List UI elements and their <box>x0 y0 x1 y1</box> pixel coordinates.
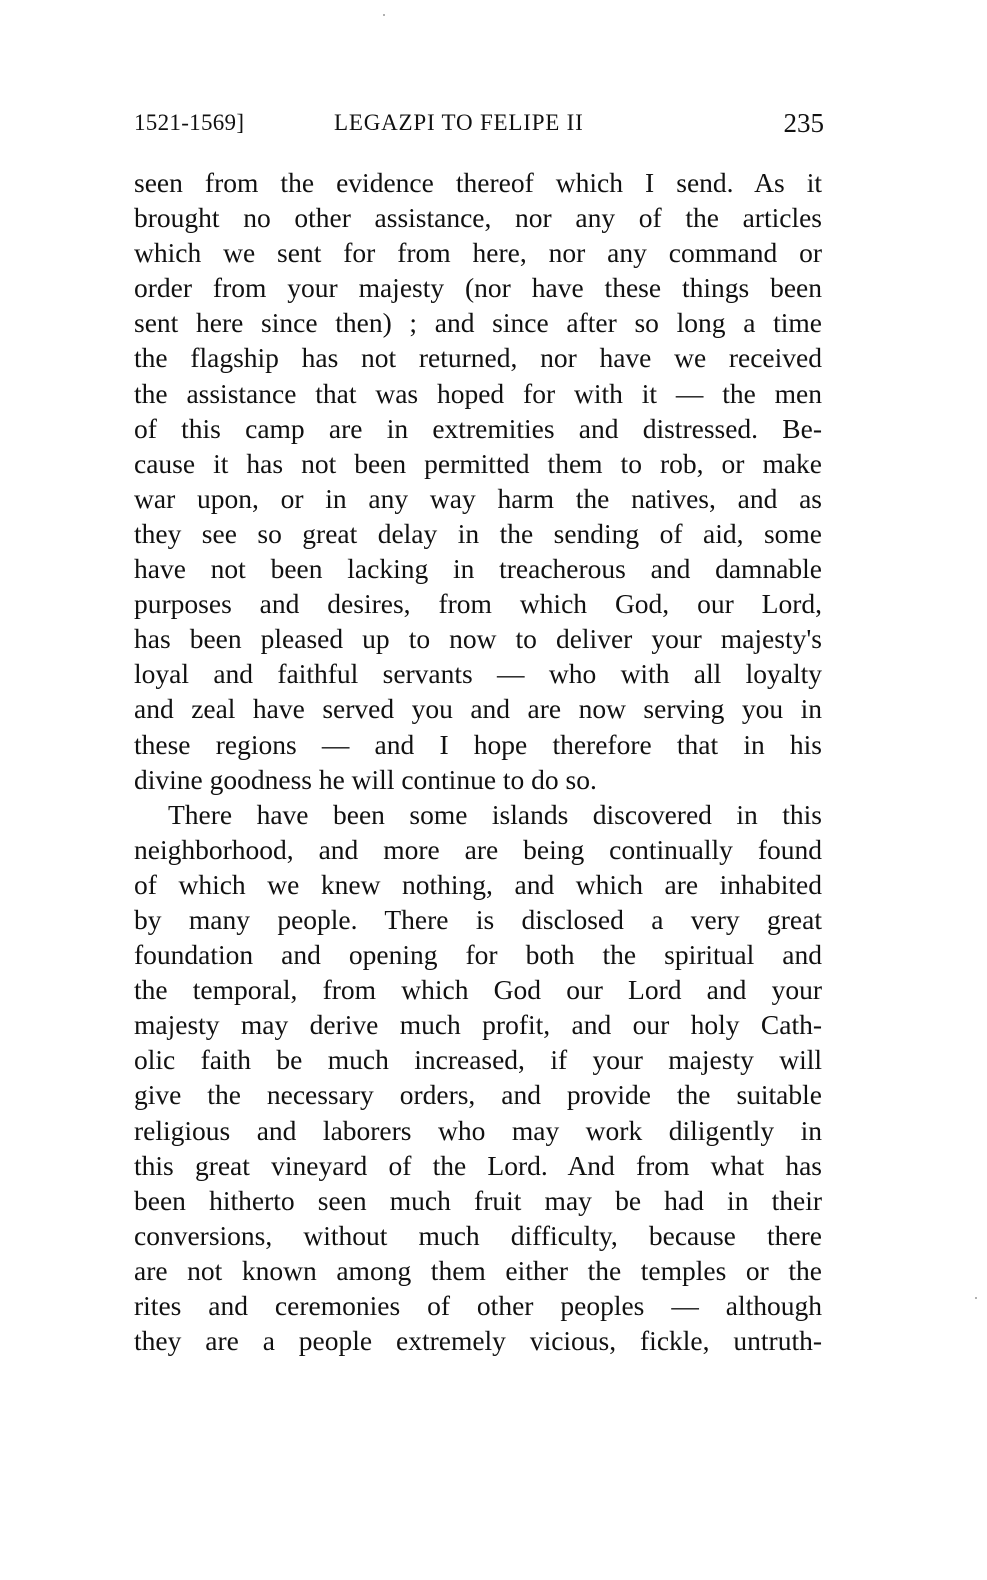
page-number: 235 <box>783 108 824 138</box>
text-line: divine goodness he will continue to do so. <box>134 763 597 795</box>
text-line: they are a people extremely vicious, fickle, untruth- <box>134 1325 822 1357</box>
scan-speck <box>383 14 385 16</box>
text-line: are not known among them either the temples or the <box>134 1254 822 1286</box>
text-line: give the necessary orders, and provide the suitable <box>134 1079 822 1111</box>
text-line: sent here since then) ; and since after so long a time <box>134 307 822 339</box>
text-line: purposes and desires, from which God, our Lord, <box>134 588 822 620</box>
running-head-date-range: 1521-1569] <box>134 110 245 135</box>
text-line: brought no other assistance, nor any of the articles <box>134 202 822 234</box>
text-line: has been pleased up to now to deliver your majesty's <box>134 623 822 655</box>
body-text <box>134 165 822 1358</box>
text-line: the assistance that was hoped for with it — the men <box>134 377 822 409</box>
paragraph-1 <box>134 165 822 797</box>
text-line: the temporal, from which God our Lord and your <box>134 974 822 1006</box>
scan-speck <box>975 1297 977 1299</box>
text-line: and zeal have served you and are now serving you in <box>134 693 822 725</box>
text-line: these regions — and I hope therefore that in his <box>134 728 822 760</box>
text-line: of this camp are in extremities and distressed. Be- <box>134 412 822 444</box>
text-line: this great vineyard of the Lord. And from what has <box>134 1149 822 1181</box>
text-line: loyal and faithful servants — who with all loyalty <box>134 658 822 690</box>
text-line: of which we knew nothing, and which are inhabited <box>134 868 822 900</box>
text-line: conversions, without much difficulty, because there <box>134 1219 822 1251</box>
text-line: by many people. There is disclosed a very great <box>134 903 822 935</box>
text-line: foundation and opening for both the spiritual and <box>134 939 822 971</box>
text-line: war upon, or in any way harm the natives, and as <box>134 482 822 514</box>
text-line: order from your majesty (nor have these things been <box>134 272 822 304</box>
text-line: religious and laborers who may work diligently in <box>134 1114 822 1146</box>
text-line: majesty may derive much profit, and our holy Cath- <box>134 1009 822 1041</box>
text-line: cause it has not been permitted them to rob, or make <box>134 447 822 479</box>
text-line: which we sent for from here, nor any command or <box>134 237 822 269</box>
text-line: neighborhood, and more are being continually found <box>134 833 822 865</box>
text-line: they see so great delay in the sending of aid, some <box>134 517 822 549</box>
running-head-title: LEGAZPI TO FELIPE II <box>334 110 584 135</box>
running-head <box>134 106 824 140</box>
paragraph-2 <box>134 797 822 1359</box>
text-line: olic faith be much increased, if your majesty will <box>134 1044 822 1076</box>
text-line: seen from the evidence thereof which I send. As it <box>134 167 822 198</box>
text-line: have not been lacking in treacherous and damnable <box>134 553 822 585</box>
text-line: There have been some islands discovered in this <box>168 798 822 830</box>
text-line: been hitherto seen much fruit may be had in their <box>134 1184 822 1216</box>
text-line: the flagship has not returned, nor have we received <box>134 342 822 374</box>
text-line: rites and ceremonies of other peoples — although <box>134 1290 822 1321</box>
